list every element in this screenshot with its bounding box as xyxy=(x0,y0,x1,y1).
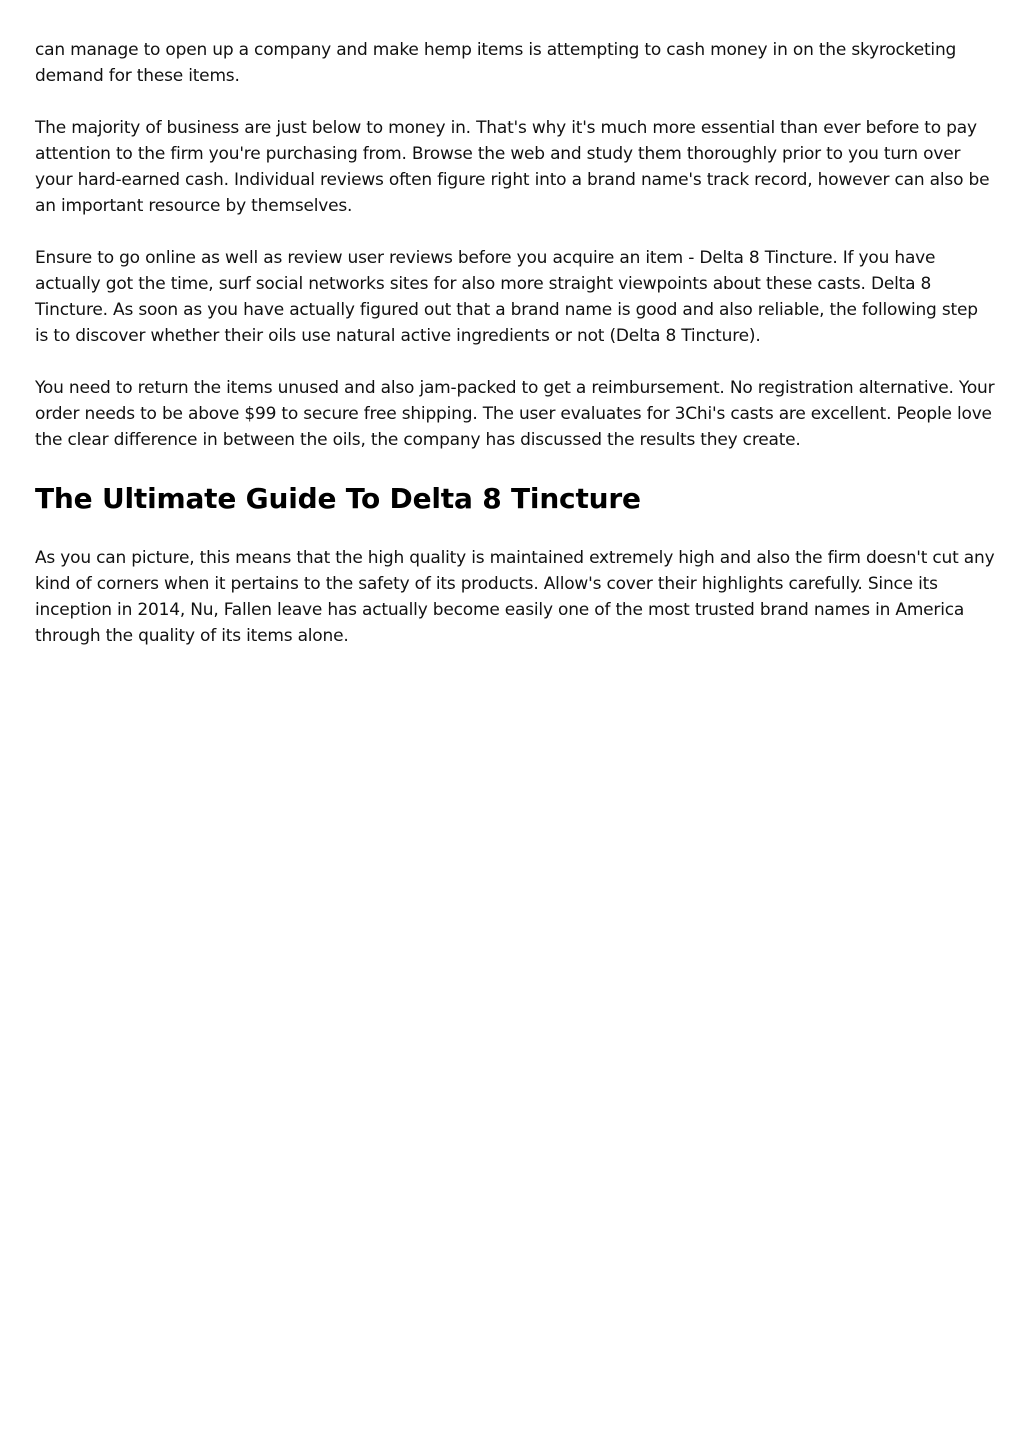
paragraph: can manage to open up a company and make hemp items is attempting to cash money in on the skyrocketing demand for these items. xyxy=(35,40,957,86)
paragraph: You need to return the items unused and also jam-packed to get a reimbursement. No registration alternative. Your order needs to be above $99 to secure free shipping. The user evaluates for 3Chi's casts are excellent. People love the clear difference in between the oils, the company has discussed the results they create. xyxy=(35,378,995,450)
paragraph: The majority of business are just below to money in. That's why it's much more essential than ever before to pay attention to the firm you're purchasing from. Browse the web and study them thoroughly prior to you turn over your hard-earned cash. Individual reviews often figure right into a brand name's track record, however can also be an important resource by themselves. xyxy=(35,118,990,216)
paragraph: As you can picture, this means that the high quality is maintained extremely high and also the firm doesn't cut any kind of corners when it pertains to the safety of its products. Allow's cover their highlights carefully. Since its inception in 2014, Nu, Fallen leave has actually become easily one of the most trusted brand names in America through the quality of its items alone. xyxy=(35,548,995,646)
paragraph: Ensure to go online as well as review user reviews before you acquire an item - Delta 8 Tincture. If you have actually got the time, surf social networks sites for also more straight viewpoints about these casts. Delta 8 Tincture. As soon as you have actually figured out that a brand name is good and also reliable, the following step is to discover whether their oils use natural active ingredients or not (Delta 8 Tincture). xyxy=(35,248,978,346)
document-body xyxy=(35,37,995,675)
section-heading: The Ultimate Guide To Delta 8 Tincture xyxy=(35,482,641,515)
